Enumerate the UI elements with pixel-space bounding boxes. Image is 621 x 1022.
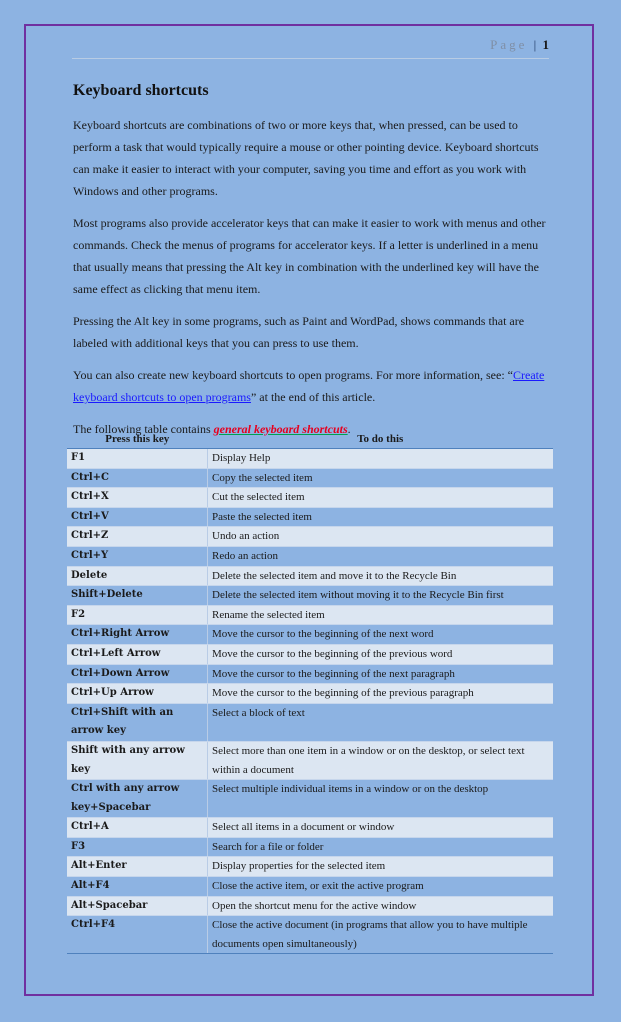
table-row — [67, 488, 553, 508]
shortcut-key-cell: Ctrl+Up Arrow — [67, 684, 208, 704]
shortcut-key-cell: Alt+Enter — [67, 857, 208, 877]
shortcut-key-cell: Shift+Delete — [67, 586, 208, 606]
column-header-key: Press this key — [67, 429, 208, 449]
shortcut-action-cell: Close the active item, or exit the active program — [208, 877, 554, 897]
shortcut-action-cell: Cut the selected item — [208, 488, 554, 508]
table-row — [67, 857, 553, 877]
shortcut-action-cell: Select a block of text — [208, 703, 554, 741]
shortcut-key-cell: Ctrl+Down Arrow — [67, 664, 208, 684]
shortcut-action-cell: Select more than one item in a window or on the desktop, or select text within a document — [208, 741, 554, 779]
shortcut-action-cell: Delete the selected item without moving it to the Recycle Bin first — [208, 586, 554, 606]
see-also-text: You can also create new keyboard shortcuts to open programs. For more information, see: “ — [73, 368, 513, 382]
table-row — [67, 916, 553, 954]
paragraph-accelerator-keys: Most programs also provide accelerator keys that can make it easier to work with menus and other commands. Check the menus of programs for accelerator keys. If a letter is underlined in a menu that usually means that pressing the Alt key in combination with the underlined key will have the same effect as clicking that menu item. — [73, 216, 546, 296]
shortcut-action-cell: Delete the selected item and move it to the Recycle Bin — [208, 566, 554, 586]
table-row — [67, 507, 553, 527]
page-title: Keyboard shortcuts — [73, 82, 209, 99]
shortcut-key-cell: Alt+Spacebar — [67, 896, 208, 916]
shortcut-key-cell: Ctrl+Z — [67, 527, 208, 547]
shortcut-key-cell: Ctrl+Right Arrow — [67, 625, 208, 645]
shortcut-key-cell: Ctrl+Y — [67, 546, 208, 566]
table-row — [67, 586, 553, 606]
table-row — [67, 877, 553, 897]
shortcut-key-cell: Ctrl with any arrow key+Spacebar — [67, 780, 208, 818]
table-row — [67, 684, 553, 704]
create-shortcuts-link[interactable]: Create keyboard shortcuts to open programs — [73, 368, 545, 404]
shortcut-key-cell: Ctrl+Shift with an arrow key — [67, 703, 208, 741]
table-header-row — [67, 429, 553, 449]
paragraph-alt-key: Pressing the Alt key in some programs, such as Paint and WordPad, shows commands that are labeled with additional keys that you can press to use them. — [73, 314, 525, 350]
shortcut-action-cell: Copy the selected item — [208, 468, 554, 488]
page-header — [72, 34, 549, 59]
table-row — [67, 818, 553, 838]
table-row — [67, 566, 553, 586]
shortcut-action-cell: Search for a file or folder — [208, 837, 554, 857]
shortcut-action-cell: Move the cursor to the beginning of the next paragraph — [208, 664, 554, 684]
table-row — [67, 896, 553, 916]
shortcut-action-cell: Display Help — [208, 449, 554, 469]
shortcut-key-cell: Alt+F4 — [67, 877, 208, 897]
paragraph-see-also — [73, 364, 547, 408]
table-row — [67, 449, 553, 469]
shortcut-key-cell: Ctrl+V — [67, 507, 208, 527]
table-row — [67, 644, 553, 664]
table-row — [67, 527, 553, 547]
shortcut-key-cell: Ctrl+Left Arrow — [67, 644, 208, 664]
document-body — [73, 78, 547, 450]
shortcut-action-cell: Select all items in a document or window — [208, 818, 554, 838]
see-also-tail: ” at the end of this article. — [250, 390, 376, 404]
shortcut-key-cell: Ctrl+F4 — [67, 916, 208, 954]
table-row — [67, 625, 553, 645]
shortcut-action-cell: Rename the selected item — [208, 605, 554, 625]
shortcut-action-cell: Move the cursor to the beginning of the next word — [208, 625, 554, 645]
paragraph-intro: Keyboard shortcuts are combinations of two or more keys that, when pressed, can be used to perform a task that would typically require a mouse or other pointing device. Keyboard shortcuts can make it easier to interact with your computer, saving you time and effort as you work with Windows and other programs. — [73, 118, 539, 198]
table-intro-tail: . — [347, 422, 351, 436]
shortcut-action-cell: Close the active document (in programs that allow you to have multiple documents open simultaneously) — [208, 916, 554, 954]
table-row — [67, 703, 553, 741]
shortcut-action-cell: Paste the selected item — [208, 507, 554, 527]
table-row — [67, 605, 553, 625]
shortcut-action-cell: Select multiple individual items in a window or on the desktop — [208, 780, 554, 818]
table-row — [67, 546, 553, 566]
shortcut-key-cell: Ctrl+X — [67, 488, 208, 508]
header-separator: | — [533, 37, 537, 52]
shortcut-action-cell: Move the cursor to the beginning of the previous paragraph — [208, 684, 554, 704]
shortcut-key-cell: Delete — [67, 566, 208, 586]
shortcut-action-cell: Undo an action — [208, 527, 554, 547]
table-row — [67, 468, 553, 488]
shortcut-action-cell: Display properties for the selected item — [208, 857, 554, 877]
table-intro-text: The following table contains — [73, 422, 214, 436]
shortcut-action-cell: Move the cursor to the beginning of the previous word — [208, 644, 554, 664]
shortcut-key-cell: Ctrl+A — [67, 818, 208, 838]
shortcut-key-cell: F2 — [67, 605, 208, 625]
table-row — [67, 780, 553, 818]
shortcut-key-cell: Shift with any arrow key — [67, 741, 208, 779]
shortcut-action-cell: Open the shortcut menu for the active window — [208, 896, 554, 916]
table-row — [67, 741, 553, 779]
page-number: 1 — [542, 37, 549, 52]
table-row — [67, 664, 553, 684]
shortcut-key-cell: Ctrl+C — [67, 468, 208, 488]
table-row — [67, 837, 553, 857]
shortcut-key-cell: F3 — [67, 837, 208, 857]
page-label: Page — [490, 37, 528, 52]
shortcuts-table — [67, 429, 553, 954]
column-header-action: To do this — [208, 429, 554, 449]
general-shortcuts-link[interactable]: general keyboard shortcuts — [213, 422, 348, 436]
shortcut-action-cell: Redo an action — [208, 546, 554, 566]
shortcut-key-cell: F1 — [67, 449, 208, 469]
